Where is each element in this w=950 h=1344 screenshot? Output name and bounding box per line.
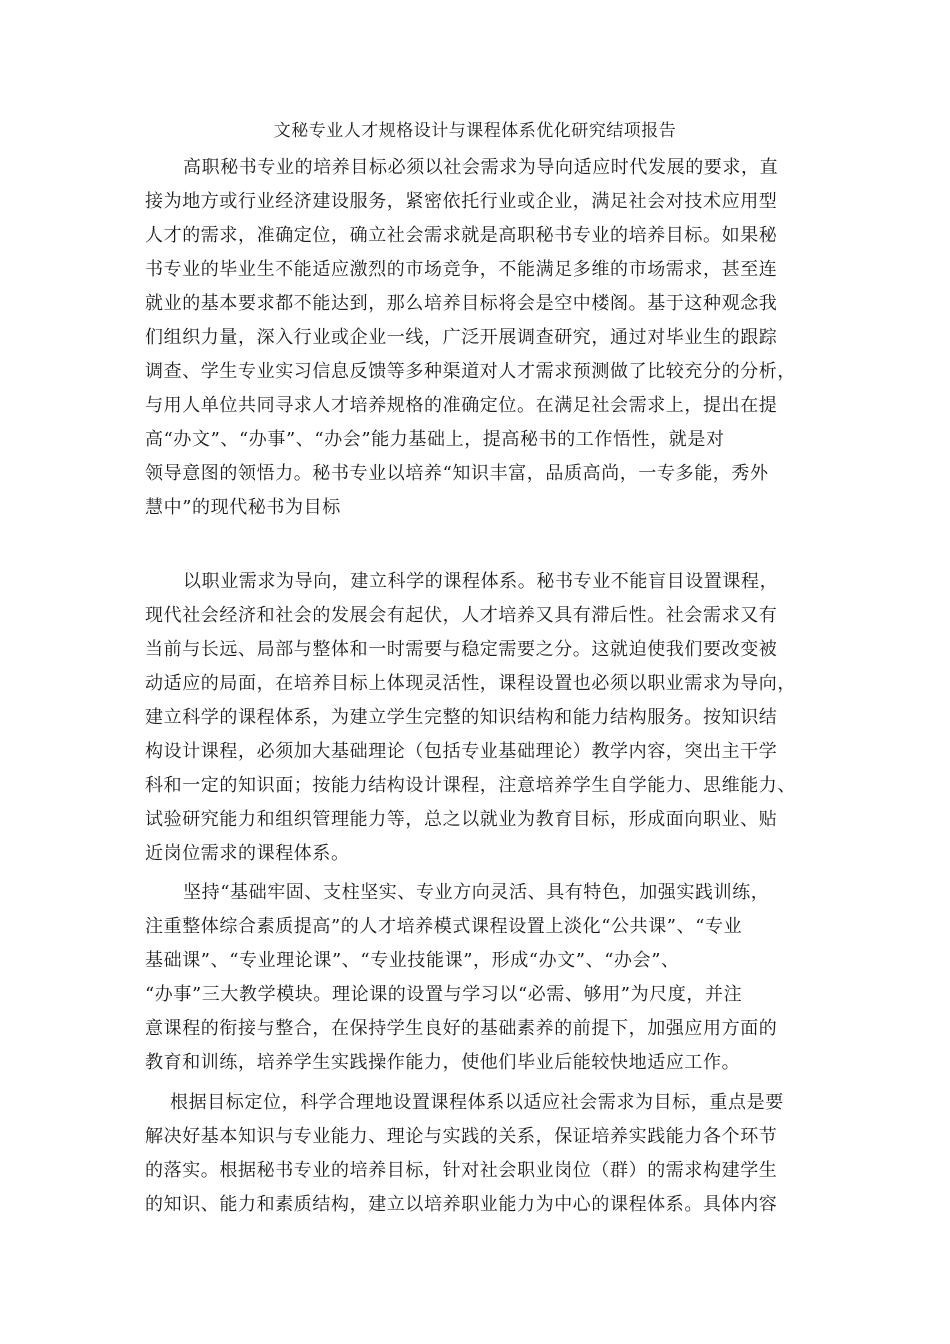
paragraph-1-line-5: 就业的基本要求都不能达到，那么培养目标将会是空中楼阁。基于这种观念我 — [145, 293, 778, 314]
paragraph-1-line-1: 高职秘书专业的培养目标必须以社会需求为导向适应时代发展的要求，直 — [183, 157, 779, 178]
paragraph-2-line-7: 科和一定的知识面；按能力结构设计课程，注意培养学生自学能力、思维能力、 — [145, 775, 796, 796]
paragraph-2-line-5: 建立科学的课程体系，为建立学生完整的知识结构和能力结构服务。按知识结 — [145, 707, 778, 728]
paragraph-3-line-5: 意课程的衔接与整合，在保持学生良好的基础素养的前提下，加强应用方面的 — [145, 1018, 778, 1039]
paragraph-3-line-6: 教育和训练，培养学生实践操作能力，使他们毕业后能较快地适应工作。 — [145, 1052, 741, 1073]
paragraph-1-line-11: 慧中”的现代秘书为目标 — [145, 497, 341, 518]
paragraph-1-line-7: 调查、学生专业实习信息反馈等多种渠道对人才需求预测做了比较充分的分析， — [145, 361, 796, 382]
paragraph-3-line-1: 坚持“基础牢固、支柱坚实、专业方向灵活、具有特色，加强实践训练， — [183, 882, 770, 903]
paragraph-4-line-1: 根据目标定位，科学合理地设置课程体系以适应社会需求为目标，重点是要 — [170, 1092, 784, 1113]
paragraph-4-line-2: 解决好基本知识与专业能力、理论与实践的关系，保证培养实践能力各个环节 — [145, 1126, 778, 1147]
paragraph-2-line-4: 动适应的局面，在培养目标上体现灵活性，课程设置也必须以职业需求为导向， — [145, 673, 796, 694]
paragraph-1-line-2: 接为地方或行业经济建设服务，紧密依托行业或企业，满足社会对技术应用型 — [145, 191, 778, 212]
paragraph-3-line-2: 注重整体综合素质提高”的人才培养模式课程设置上淡化“公共课”、“专业 — [145, 916, 743, 937]
paragraph-2-line-8: 试验研究能力和组织管理能力等，总之以就业为教育目标，形成面向职业、贴 — [145, 809, 778, 830]
paragraph-2-line-1: 以职业需求为导向，建立科学的课程体系。秘书专业不能盲目设置课程， — [183, 571, 779, 592]
paragraph-1-line-10: 领导意图的领悟力。秘书专业以培养“知识丰富，品质高尚，一专多能，秀外 — [145, 463, 769, 484]
paragraph-2-line-3: 当前与长远、局部与整体和一时需要与稳定需要之分。这就迫使我们要改变被 — [145, 639, 778, 660]
paragraph-1-line-4: 书专业的毕业生不能适应激烈的市场竞争，不能满足多维的市场需求，甚至连 — [145, 259, 778, 280]
paragraph-1-line-3: 人才的需求，准确定位，确立社会需求就是高职秘书专业的培养目标。如果秘 — [145, 225, 778, 246]
paragraph-2-line-9: 近岗位需求的课程体系。 — [145, 843, 350, 864]
paragraph-1-line-6: 们组织力量，深入行业或企业一线，广泛开展调查研究，通过对毕业生的跟踪 — [145, 327, 778, 348]
paragraph-2-line-2: 现代社会经济和社会的发展会有起伏，人才培养又具有滞后性。社会需求又有 — [145, 605, 778, 626]
paragraph-3-line-4: “办事”三大教学模块。理论课的设置与学习以“必需、够用”为尺度，并注 — [145, 984, 743, 1005]
paragraph-1-line-9: 高“办文”、“办事”、“办会”能力基础上，提高秘书的工作悟性，就是对 — [145, 429, 725, 450]
paragraph-1-line-8: 与用人单位共同寻求人才培养规格的准确定位。在满足社会需求上，提出在提 — [145, 395, 778, 416]
paragraph-4-line-3: 的落实。根据秘书专业的培养目标，针对社会职业岗位（群）的需求构建学生 — [145, 1160, 778, 1181]
document-title: 文秘专业人才规格设计与课程体系优化研究结项报告 — [273, 121, 677, 141]
paragraph-4-line-4: 的知识、能力和素质结构，建立以培养职业能力为中心的课程体系。具体内容 — [145, 1194, 778, 1215]
paragraph-2-line-6: 构设计课程，必须加大基础理论（包括专业基础理论）教学内容，突出主干学 — [145, 741, 778, 762]
paragraph-3-line-3: 基础课”、“专业理论课”、“专业技能课”，形成“办文”、“办会”、 — [145, 950, 680, 971]
